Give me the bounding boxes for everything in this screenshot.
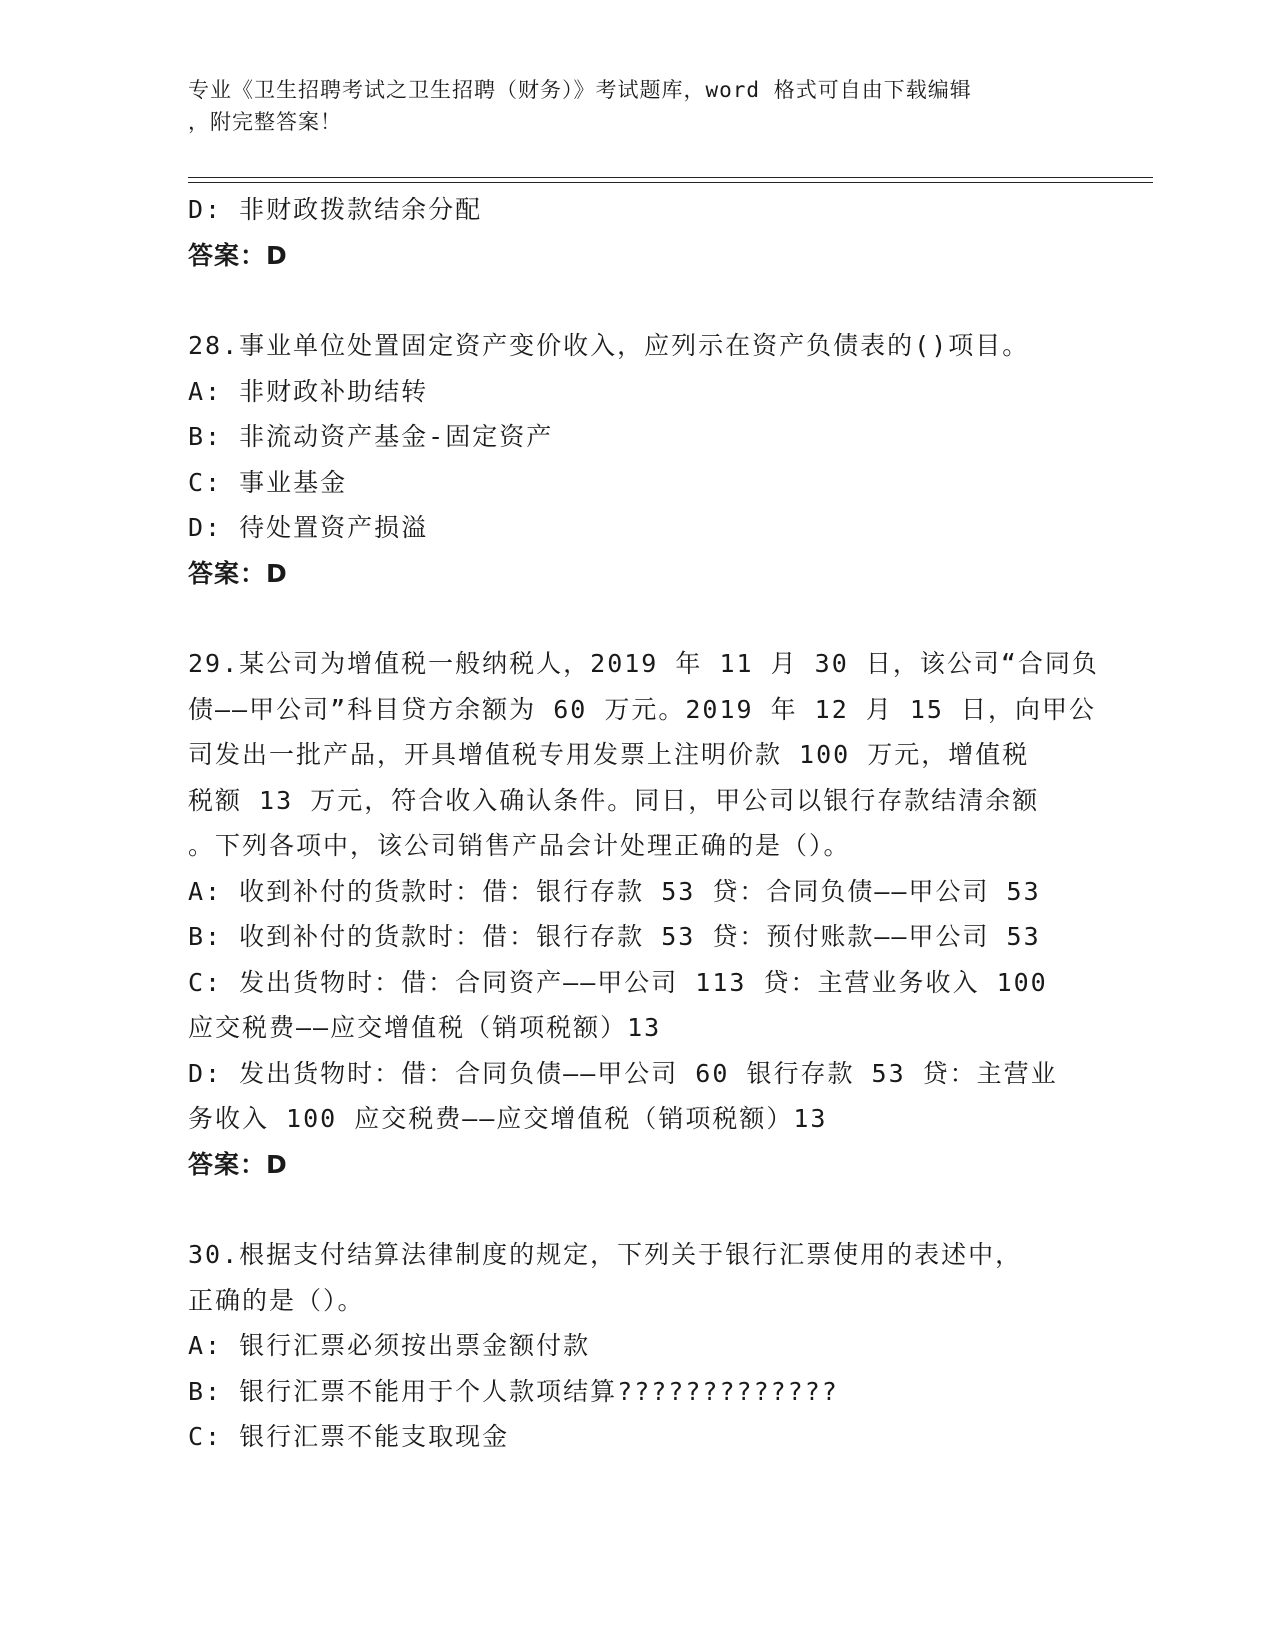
question-28 [188,323,1088,596]
question-stem: 30.根据支付结算法律制度的规定，下列关于银行汇票使用的表述中， [188,1240,1023,1269]
option-b: B: 银行汇票不能用于个人款项结算????????????? [188,1376,839,1406]
answer-line: 答案：D [188,1149,288,1179]
option-a: A: 非财政补助结转 [188,376,429,406]
answer-line: 答案：D [188,240,288,270]
option-b: B: 非流动资产基金-固定资产 [188,422,554,451]
header-line-1: 专业《卫生招聘考试之卫生招聘（财务）》考试题库，word 格式可自由下载编辑 [188,78,972,102]
question-30 [188,1232,1088,1460]
option-b: B: 收到补付的货款时：借：银行存款 53 贷：预付账款——甲公司 53 [188,922,1041,951]
option-a: A: 收到补付的货款时：借：银行存款 53 贷：合同负债——甲公司 53 [188,876,1041,906]
question-stem: 司发出一批产品，开具增值税专用发票上注明价款 100 万元，增值税 [188,740,1030,769]
option-d: D: 非财政拨款结余分配 [188,195,483,224]
question-stem: 债——甲公司”科目贷方余额为 60 万元。2019 年 12 月 15 日，向甲公 [188,694,1097,724]
question-stem: 正确的是（）。 [188,1285,365,1315]
document-body [188,187,1099,1460]
option-c: C: 事业基金 [188,467,348,497]
option-a: A: 银行汇票必须按出票金额付款 [188,1331,591,1360]
question-stem: 28.事业单位处置固定资产变价收入，应列示在资产负债表的()项目。 [188,331,1030,360]
question-stem: 29.某公司为增值税一般纳税人，2019 年 11 月 30 日，该公司“合同负 [188,649,1099,678]
header-rule-bottom [188,182,1153,183]
previous-question-tail [188,187,1088,278]
option-d-continued: 务收入 100 应交税费——应交增值税（销项税额）13 [188,1104,828,1133]
document-header [188,74,1068,138]
header-line-2: ，附完整答案！ [188,110,342,134]
header-rule-top [188,177,1153,178]
option-c: C: 银行汇票不能支取现金 [188,1422,510,1451]
question-stem: 。下列各项中，该公司销售产品会计处理正确的是（）。 [188,831,851,860]
question-stem: 税额 13 万元，符合收入确认条件。同日，甲公司以银行存款结清余额 [188,785,1040,815]
option-d: D: 发出货物时：借：合同负债——甲公司 60 银行存款 53 贷：主营业 [188,1058,1058,1088]
question-29 [188,641,1099,1187]
option-c: C: 发出货物时：借：合同资产——甲公司 113 贷：主营业务收入 100 [188,967,1048,997]
option-d: D: 待处置资产损溢 [188,513,429,542]
option-c-continued: 应交税费——应交增值税（销项税额）13 [188,1013,662,1042]
answer-line: 答案：D [188,558,288,588]
